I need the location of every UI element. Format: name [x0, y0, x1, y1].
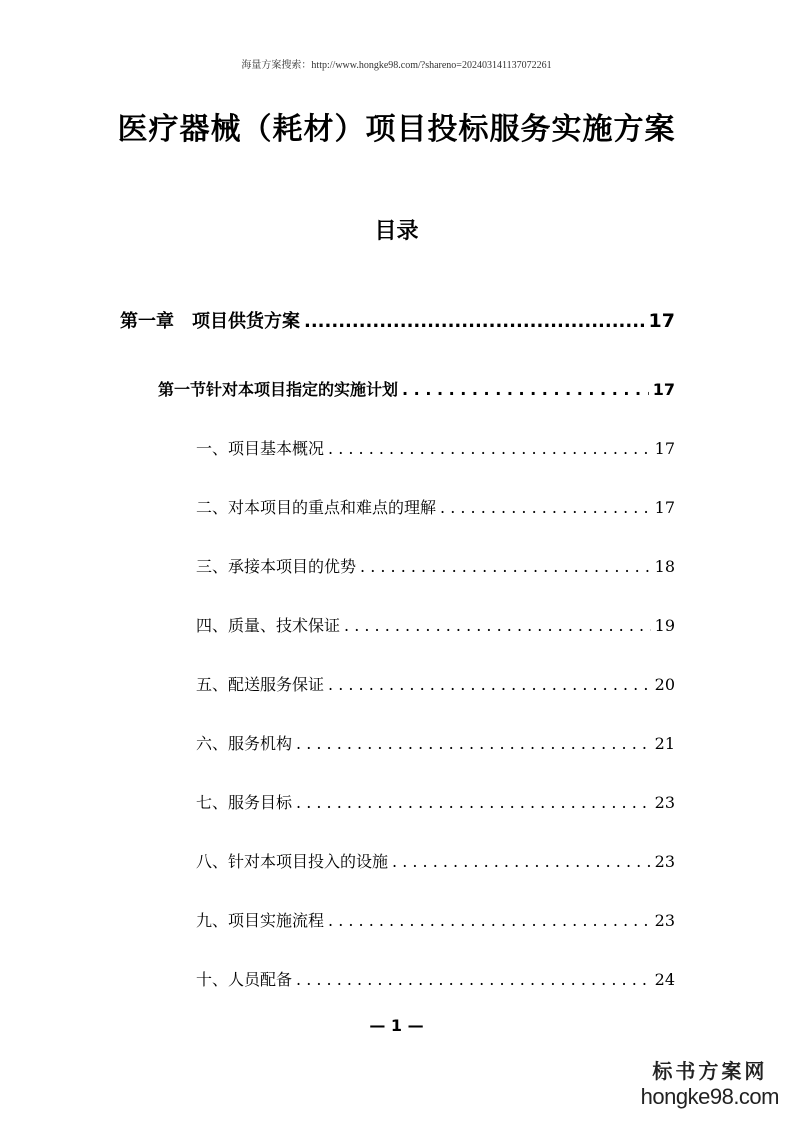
toc-entry-label: 六、服务机构: [196, 734, 293, 753]
toc-entry-page: 17: [654, 439, 675, 458]
toc-entry-label: 九、项目实施流程: [196, 911, 325, 930]
toc-item-entry[interactable]: [196, 436, 675, 459]
toc-leader-dots: [402, 380, 649, 399]
toc-item-entry[interactable]: [196, 908, 675, 931]
toc-leader-dots: [328, 911, 651, 930]
toc-entry-page: 23: [654, 793, 675, 812]
toc-item-entry[interactable]: [196, 613, 675, 636]
toc-item-entry[interactable]: [196, 790, 675, 813]
toc-entry-label: 五、配送服务保证: [196, 675, 325, 694]
watermark-title: 标书方案网: [652, 1059, 768, 1083]
toc-entry-page: 17: [648, 310, 675, 332]
toc-item-entry[interactable]: [196, 849, 675, 872]
toc-item-entry[interactable]: [196, 495, 675, 518]
toc-entry-label: 七、服务目标: [196, 793, 293, 812]
toc-entry-label: 十、人员配备: [196, 970, 293, 989]
toc-entry-page: 23: [654, 852, 675, 871]
toc-entry-page: 21: [654, 734, 675, 753]
toc-entry-label: 一、项目基本概况: [196, 439, 325, 458]
toc-entry-label: 第一节针对本项目指定的实施计划: [158, 380, 399, 399]
toc-entry-label: 三、承接本项目的优势: [196, 557, 357, 576]
toc-leader-dots: [328, 439, 651, 458]
header-source-url: 海量方案搜索：http://www.hongke98.com/?shareno=2024031411370722​61: [241, 60, 552, 71]
toc-entry-page: 18: [654, 557, 675, 576]
toc-entry-label: 二、对本项目的重点和难点的理解: [196, 498, 437, 517]
toc-leader-dots: [392, 852, 651, 871]
toc-entry-page: 23: [654, 911, 675, 930]
toc-entry-page: 24: [654, 970, 675, 989]
toc-heading: 目录: [374, 219, 419, 244]
toc-entry-page: 17: [652, 380, 675, 399]
toc-entry-label: 第一章 项目供货方案: [120, 311, 300, 332]
toc-leader-dots: [296, 793, 651, 812]
toc-leader-dots: [304, 311, 645, 332]
toc-leader-dots: [344, 616, 651, 635]
toc-item-entry[interactable]: [196, 731, 675, 754]
document-title: 医疗器械（耗材）项目投标服务实施方案: [117, 112, 676, 147]
toc-leader-dots: [328, 675, 651, 694]
toc-item-entry[interactable]: [196, 967, 675, 990]
toc-leader-dots: [440, 498, 651, 517]
site-watermark: [641, 1055, 779, 1110]
toc-entry-label: 八、针对本项目投入的设施: [196, 852, 389, 871]
toc-entry-page: 20: [654, 675, 675, 694]
toc-entry-label: 四、质量、技术保证: [196, 616, 341, 635]
toc-leader-dots: [360, 557, 651, 576]
toc-item-entry[interactable]: [196, 554, 675, 577]
toc-entry-page: 17: [654, 498, 675, 517]
toc-leader-dots: [296, 734, 651, 753]
watermark-domain: hongke98.com: [640, 1084, 779, 1109]
toc-section-entry[interactable]: [158, 377, 675, 400]
toc-leader-dots: [296, 970, 651, 989]
toc-item-entry[interactable]: [196, 672, 675, 695]
page-number: — 1 —: [369, 1016, 424, 1035]
toc-entry-page: 19: [654, 616, 675, 635]
toc-chapter-entry[interactable]: [120, 307, 675, 333]
